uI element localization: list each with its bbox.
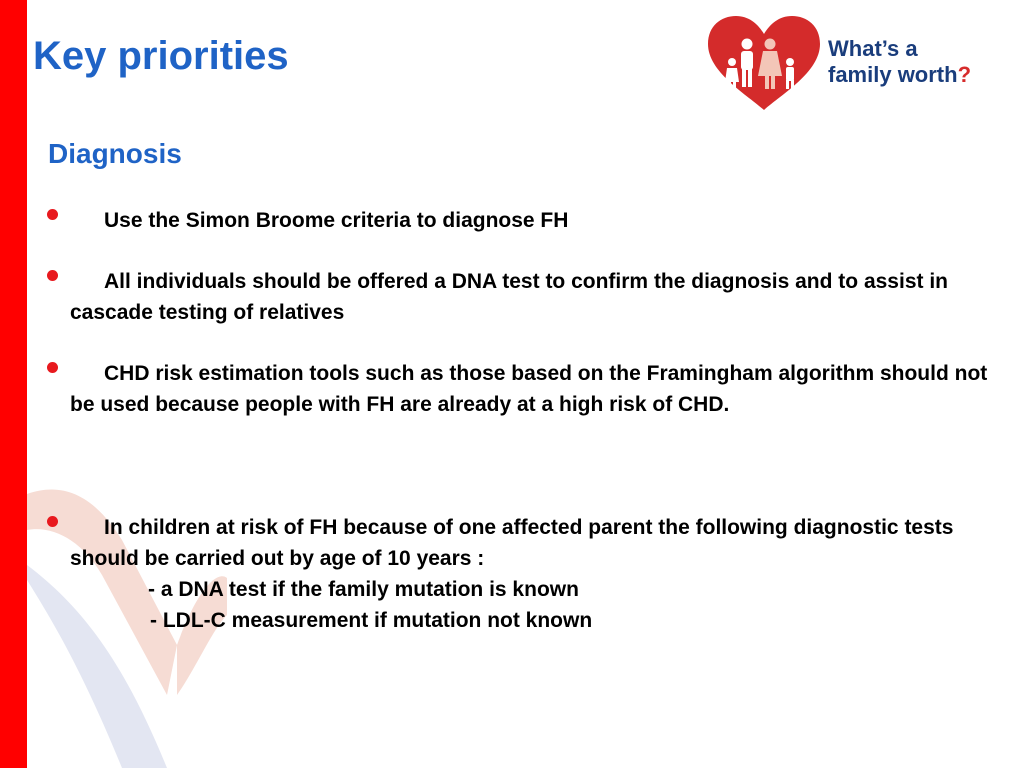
logo-question-mark: ? [957,62,972,87]
bullet-subitem: - LDL-C measurement if mutation not known [150,609,593,632]
bullet-item [70,266,1005,328]
slide-title: Key priorities [33,34,289,78]
bullet-item [70,205,1005,236]
bullet-text: In children at risk of FH because of one affected parent the following diagnostic tests should be carried out by age of 10 years : [70,516,954,570]
left-red-bar [0,0,27,768]
bullet-text: CHD risk estimation tools such as those based on the Framingham algorithm should not be used because people with FH are already at a high risk of CHD. [70,362,988,416]
family-heart-icon [706,14,822,114]
bullet-dot-icon [47,209,58,220]
bullet-text: All individuals should be offered a DNA test to confirm the diagnosis and to assist in cascade testing of relatives [70,270,948,324]
whats-a-family-worth-logo [706,14,1018,116]
bullet-subitem: - a DNA test if the family mutation is known [148,578,579,601]
section-heading-diagnosis: Diagnosis [48,138,182,169]
bullet-dot-icon [47,516,58,527]
logo-wordmark [828,36,971,88]
bullet-dot-icon [47,270,58,281]
bullet-dot-icon [47,362,58,373]
bullet-text: Use the Simon Broome criteria to diagnose FH [104,209,569,232]
bullet-item [70,512,1005,636]
logo-line-2-text: family worth [828,62,958,87]
logo-line-1: What’s a [828,36,918,61]
bullet-item [70,358,1005,420]
logo-line-2 [828,62,971,88]
